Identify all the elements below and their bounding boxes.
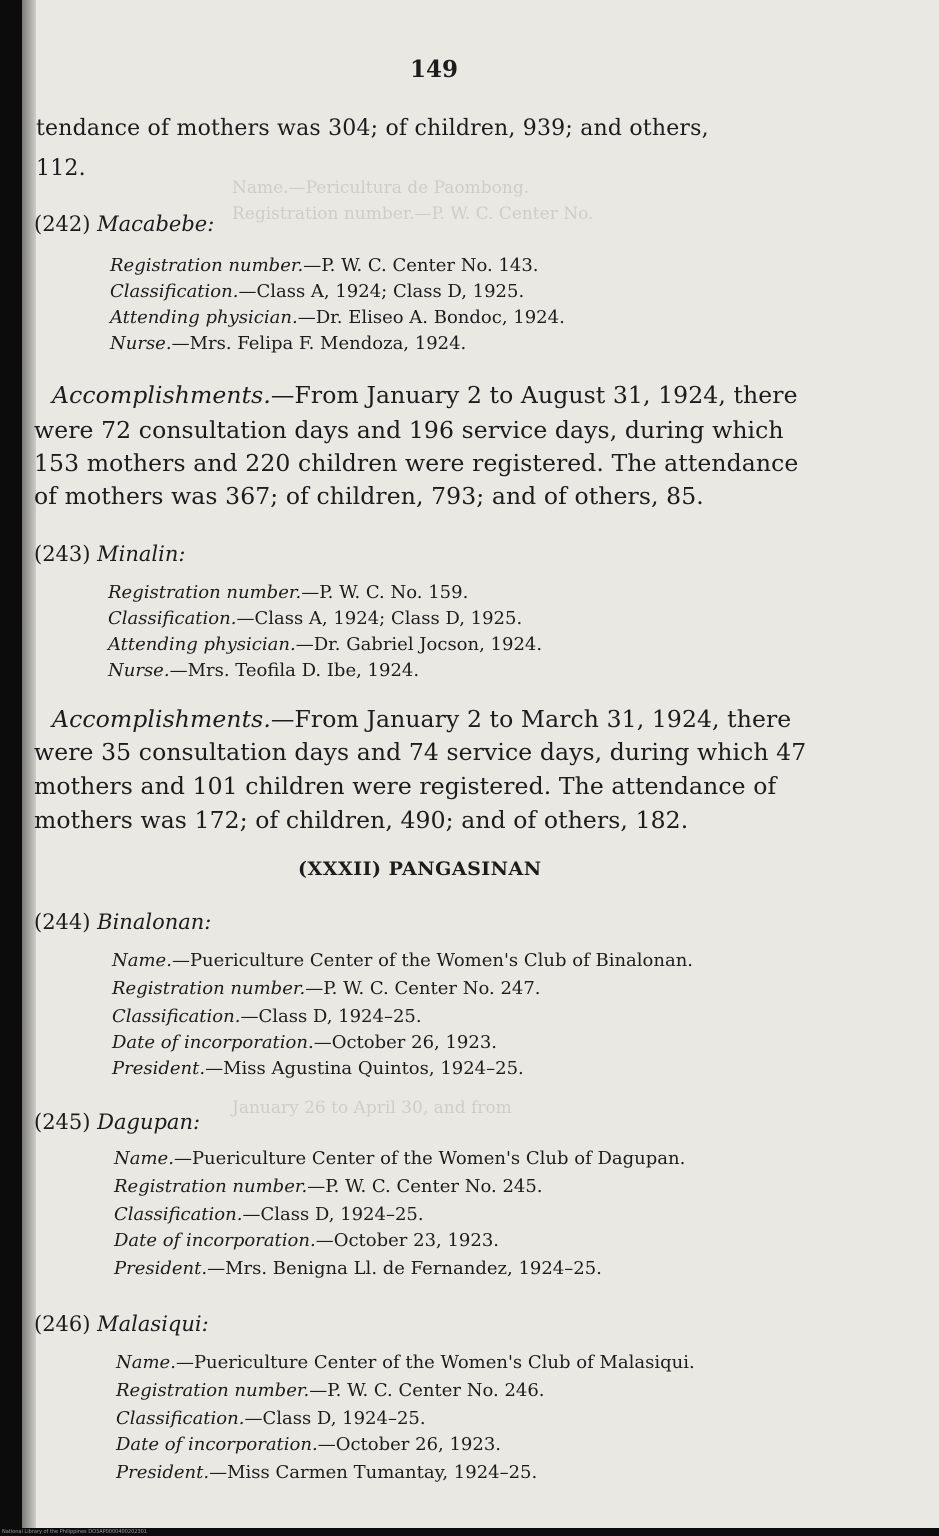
detail-value: —Class A, 1924; Class D, 1925.	[238, 281, 525, 302]
detail-label: President.	[112, 1058, 206, 1079]
entry-heading	[34, 212, 214, 236]
detail-label: Classification.	[108, 608, 237, 629]
detail-value: —Class D, 1924–25.	[244, 1408, 426, 1429]
bleed-through-text: January 26 to April 30, and from	[232, 1098, 512, 1118]
detail-value: —Miss Carmen Tumantay, 1924–25.	[209, 1462, 538, 1483]
detail-line	[112, 1032, 497, 1053]
accomplishments-label: Accomplishments.	[52, 381, 271, 409]
accomplishments-line: mothers was 172; of children, 490; and of others, 182.	[34, 806, 689, 834]
detail-label: Date of incorporation.	[112, 1032, 314, 1053]
detail-line	[116, 1408, 426, 1429]
detail-line	[112, 978, 541, 999]
document-page	[22, 0, 939, 1528]
entry-number: (244)	[34, 910, 91, 934]
accomplishments-line: of mothers was 367; of children, 793; and of others, 85.	[34, 482, 704, 510]
entry-number: (243)	[34, 542, 91, 566]
detail-line	[110, 333, 466, 354]
entry-name: Minalin:	[97, 542, 186, 566]
detail-value: —Puericulture Center of the Women's Club of Dagupan.	[173, 1148, 686, 1169]
detail-label: Classification.	[110, 281, 239, 302]
detail-value: —Class D, 1924–25.	[240, 1006, 422, 1027]
detail-value: —P. W. C. Center No. 245.	[307, 1176, 543, 1197]
detail-value: —P. W. C. Center No. 143.	[303, 255, 539, 276]
detail-line	[116, 1380, 545, 1401]
detail-line	[108, 608, 522, 629]
detail-value: —P. W. C. Center No. 247.	[305, 978, 541, 999]
detail-line	[110, 255, 539, 276]
page-number: 149	[410, 56, 459, 83]
detail-line	[114, 1204, 424, 1225]
detail-label: Registration number.	[108, 582, 302, 603]
detail-label: President.	[114, 1258, 208, 1279]
detail-value: —Dr. Gabriel Jocson, 1924.	[295, 634, 543, 655]
detail-value: —Mrs. Felipa F. Mendoza, 1924.	[171, 333, 467, 354]
detail-value: —October 23, 1923.	[315, 1230, 499, 1251]
detail-label: Date of incorporation.	[114, 1230, 316, 1251]
entry-heading	[34, 910, 211, 934]
detail-value: —Mrs. Benigna Ll. de Fernandez, 1924–25.	[207, 1258, 602, 1279]
detail-label: Name.	[116, 1352, 176, 1373]
detail-label: Nurse.	[108, 660, 170, 681]
detail-value: —Miss Agustina Quintos, 1924–25.	[205, 1058, 524, 1079]
scan-footer: National Library of the Philippines DO3AP0000400202301	[0, 1528, 939, 1536]
accomplishments-label: Accomplishments.	[52, 705, 271, 733]
detail-line	[108, 634, 542, 655]
detail-value: —Class D, 1924–25.	[242, 1204, 424, 1225]
detail-line	[110, 307, 565, 328]
section-heading: (XXXII) PANGASINAN	[298, 858, 542, 880]
detail-line	[114, 1230, 499, 1251]
accomplishments-line: were 35 consultation days and 74 service days, during which 47	[34, 738, 807, 766]
detail-label: Classification.	[116, 1408, 245, 1429]
detail-label: Registration number.	[116, 1380, 310, 1401]
entry-heading	[34, 1110, 200, 1134]
detail-value: —Dr. Eliseo A. Bondoc, 1924.	[297, 307, 565, 328]
intro-line: tendance of mothers was 304; of children, 939; and others,	[36, 116, 709, 141]
detail-line	[112, 950, 693, 971]
detail-label: Name.	[114, 1148, 174, 1169]
detail-line	[110, 281, 524, 302]
detail-value: —P. W. C. No. 159.	[301, 582, 469, 603]
intro-line: 112.	[36, 156, 86, 181]
detail-label: Attending physician.	[108, 634, 296, 655]
detail-value: —Puericulture Center of the Women's Club of Malasiqui.	[175, 1352, 695, 1373]
detail-value: —October 26, 1923.	[313, 1032, 497, 1053]
detail-line	[108, 582, 468, 603]
bleed-through-text: Registration number.—P. W. C. Center No.	[232, 204, 594, 224]
entry-name: Malasiqui:	[97, 1312, 209, 1336]
entry-heading	[34, 1312, 209, 1336]
detail-value: —Class A, 1924; Class D, 1925.	[236, 608, 523, 629]
detail-line	[116, 1434, 501, 1455]
detail-label: Registration number.	[110, 255, 304, 276]
detail-label: Classification.	[114, 1204, 243, 1225]
detail-line	[112, 1058, 524, 1079]
entry-name: Dagupan:	[97, 1110, 201, 1134]
accomplishments-line: 153 mothers and 220 children were registered. The attendance	[34, 449, 799, 477]
detail-line	[108, 660, 419, 681]
accomplishments-text: —From January 2 to August 31, 1924, there	[270, 381, 798, 409]
accomplishments-line: mothers and 101 children were registered. The attendance of	[34, 772, 777, 800]
entry-number: (242)	[34, 212, 91, 236]
entry-name: Macabebe:	[97, 212, 215, 236]
detail-line	[116, 1352, 695, 1373]
detail-label: Registration number.	[112, 978, 306, 999]
detail-label: Classification.	[112, 1006, 241, 1027]
detail-line	[114, 1148, 685, 1169]
detail-label: Attending physician.	[110, 307, 298, 328]
detail-line	[112, 1006, 422, 1027]
detail-line	[114, 1258, 602, 1279]
detail-line	[114, 1176, 543, 1197]
detail-value: —Puericulture Center of the Women's Club of Binalonan.	[171, 950, 694, 971]
accomplishments-line	[52, 705, 791, 733]
detail-value: —October 26, 1923.	[317, 1434, 501, 1455]
entry-number: (246)	[34, 1312, 91, 1336]
detail-value: —P. W. C. Center No. 246.	[309, 1380, 545, 1401]
detail-label: Registration number.	[114, 1176, 308, 1197]
detail-label: Date of incorporation.	[116, 1434, 318, 1455]
bleed-through-text: Name.—Pericultura de Paombong.	[232, 178, 530, 198]
accomplishments-text: —From January 2 to March 31, 1924, there	[270, 705, 792, 733]
entry-heading	[34, 542, 185, 566]
detail-label: President.	[116, 1462, 210, 1483]
entry-name: Binalonan:	[97, 910, 212, 934]
detail-value: —Mrs. Teofila D. Ibe, 1924.	[169, 660, 420, 681]
detail-line	[116, 1462, 537, 1483]
detail-label: Name.	[112, 950, 172, 971]
accomplishments-line: were 72 consultation days and 196 service days, during which	[34, 416, 784, 444]
entry-number: (245)	[34, 1110, 91, 1134]
detail-label: Nurse.	[110, 333, 172, 354]
accomplishments-line	[52, 381, 798, 409]
